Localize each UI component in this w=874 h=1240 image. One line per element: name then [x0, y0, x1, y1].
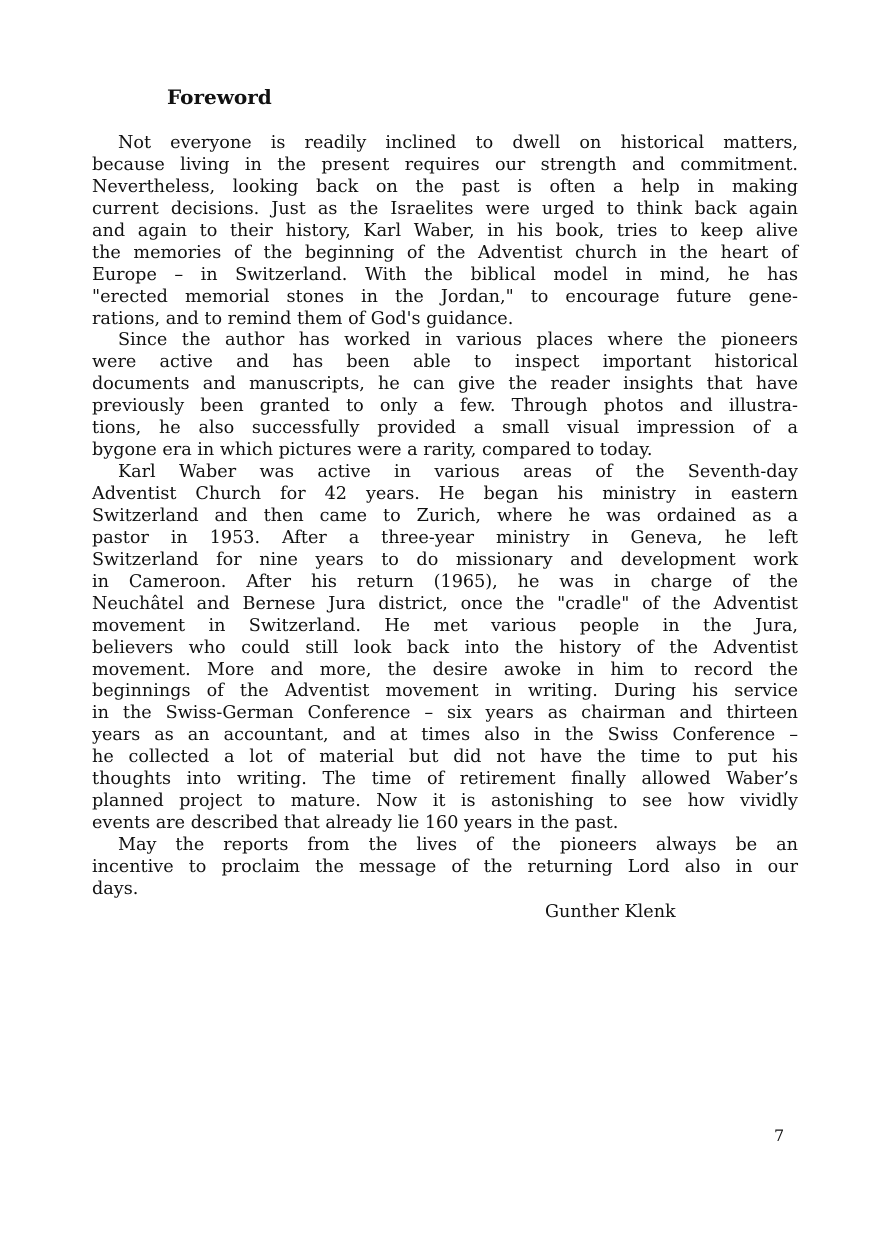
- foreword-body: [92, 133, 798, 901]
- text-line: events are described that already lie 160 years in the past.: [92, 813, 619, 834]
- text-line: pastor in 1953. After a three-year ministry in Geneva, he left: [92, 527, 798, 548]
- text-line: "erected memorial stones in the Jordan," to encourage future gene-: [92, 286, 798, 307]
- text-line: in the Swiss-German Conference – six years as chairman and thirteen: [92, 703, 798, 724]
- text-line: incentive to proclaim the message of the returning Lord also in our: [92, 856, 798, 877]
- text-line: movement in Switzerland. He met various people in the Jura,: [92, 615, 798, 636]
- text-line: movement. More and more, the desire awoke in him to record the: [92, 659, 798, 680]
- text-line: Since the author has worked in various places where the pioneers: [118, 330, 798, 351]
- text-line: days.: [92, 878, 139, 899]
- page-title: Foreword: [167, 85, 272, 109]
- text-line: rations, and to remind them of God's guidance.: [92, 308, 514, 329]
- text-line: tions, he also successfully provided a small visual impression of a: [92, 418, 798, 439]
- text-line: bygone era in which pictures were a rarity, compared to today.: [92, 440, 653, 461]
- text-line: planned project to mature. Now it is astonishing to see how vividly: [92, 791, 798, 812]
- author-signature: Gunther Klenk: [545, 902, 676, 922]
- text-line: and again to their history, Karl Waber, in his book, tries to keep alive: [92, 220, 798, 241]
- text-line: Not everyone is readily inclined to dwell on historical matters,: [118, 133, 798, 153]
- text-line: he collected a lot of material but did not have the time to put his: [92, 747, 798, 768]
- text-line: because living in the present requires our strength and commitment.: [92, 154, 798, 175]
- text-line: Neuchâtel and Bernese Jura district, once the "cradle" of the Adventist: [92, 593, 798, 614]
- text-line: Europe – in Switzerland. With the biblical model in mind, he has: [92, 264, 798, 285]
- text-line: current decisions. Just as the Israelites were urged to think back again: [92, 198, 798, 219]
- page-number: 7: [774, 1126, 785, 1145]
- text-line: previously been granted to only a few. Through photos and illustra-: [92, 396, 798, 417]
- text-line: in Cameroon. After his return (1965), he was in charge of the: [92, 571, 798, 592]
- text-line: thoughts into writing. The time of retirement finally allowed Waber’s: [92, 769, 798, 790]
- text-line: May the reports from the lives of the pioneers always be an: [118, 835, 798, 855]
- text-line: Switzerland and then came to Zurich, where he was ordained as a: [92, 505, 798, 526]
- text-line: the memories of the beginning of the Adventist church in the heart of: [92, 242, 798, 263]
- text-line: beginnings of the Adventist movement in writing. During his service: [92, 681, 798, 702]
- text-line: years as an accountant, and at times also in the Swiss Conference –: [92, 725, 798, 746]
- text-line: Adventist Church for 42 years. He began his ministry in eastern: [92, 484, 798, 504]
- text-line: believers who could still look back into the history of the Adventist: [92, 637, 798, 658]
- text-line: Switzerland for nine years to do missionary and development work: [92, 549, 798, 570]
- text-line: documents and manuscripts, he can give the reader insights that have: [92, 374, 798, 395]
- text-line: were active and has been able to inspect important historical: [92, 352, 798, 373]
- text-line: Karl Waber was active in various areas of the Seventh-day: [118, 462, 798, 483]
- text-line: Nevertheless, looking back on the past is often a help in making: [92, 176, 798, 197]
